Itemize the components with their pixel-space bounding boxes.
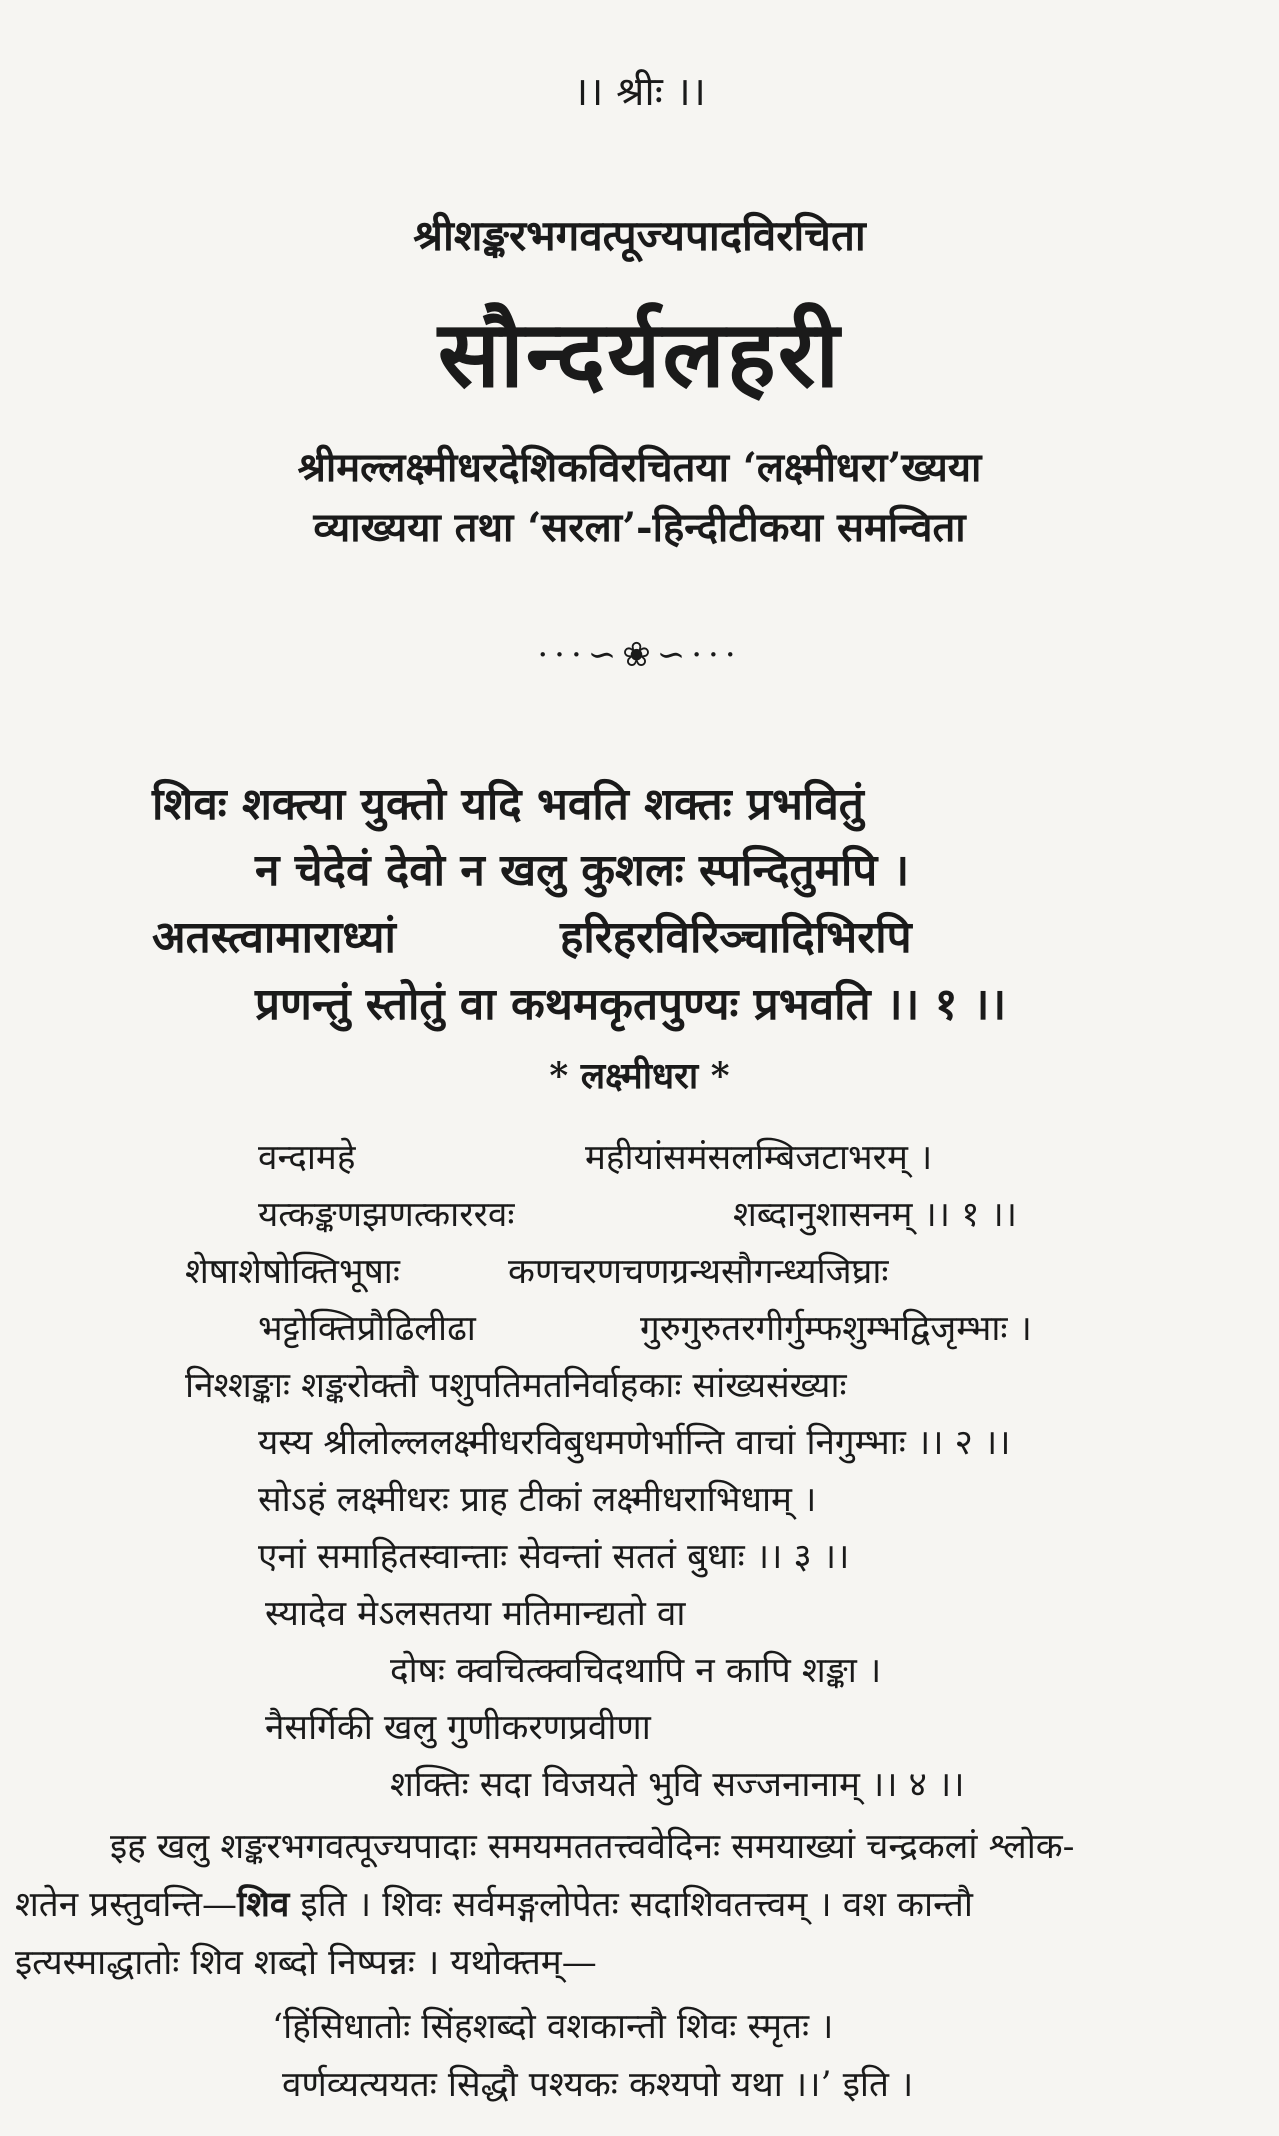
intro-verse-line: वन्दामहे — [258, 1138, 356, 1178]
quote-line-2: वर्णव्यत्ययतः सिद्धौ पश्यकः कश्यपो यथा ।।’ इति । — [282, 2065, 914, 2105]
commentary-line-1: श्रीमल्लक्ष्मीधरदेशिकविरचितया ‘लक्ष्मीधरा’ख्यया — [297, 444, 982, 491]
intro-verse-line: स्यादेव मेऽलसतया मतिमान्द्यतो वा — [265, 1594, 686, 1634]
intro-verse-line: यत्कङ्कणझणत्काररवः — [258, 1195, 515, 1235]
verse-line-3b: हरिहरविरिञ्चादिभिरपि — [560, 912, 912, 963]
prose-line-2 — [15, 1880, 973, 1927]
intro-verse-line: यस्य श्रीलोल्ललक्ष्मीधरविबुधमणेर्भान्ति वाचां निगुम्भाः ।। २ ।। — [258, 1423, 1011, 1463]
intro-verse-line: महीयांसमंसलम्बिजटाभरम् । — [585, 1138, 933, 1178]
intro-verse-line: एनां समाहितस्वान्ताः सेवन्तां सततं बुधाः ।। ३ ।। — [258, 1537, 850, 1577]
prose-line-1: इह खलु शङ्करभगवत्पूज्यपादाः समयमततत्त्ववेदिनः समयाख्यां चन्द्रकलां श्लोक- — [110, 1827, 1075, 1867]
ornament-divider-icon: ···∽❀∽··· — [537, 635, 742, 675]
commentary-line-2: व्याख्यया तथा ‘सरला’-हिन्दीटीकया समन्विता — [313, 504, 966, 551]
author-line: श्रीशङ्करभगवत्पूज्यपादविरचिता — [413, 211, 866, 260]
prose-text: शतेन प्रस्तुवन्ति— — [15, 1885, 238, 1925]
intro-verse-line: कणचरणचणग्रन्थसौगन्ध्यजिघ्राः — [508, 1252, 889, 1292]
page-title: सौन्दर्यलहरी — [437, 300, 842, 408]
verse-line-3a: अतस्त्वामाराध्यां — [152, 912, 396, 963]
prose-text: इति । शिवः सर्वमङ्गलोपेतः सदाशिवतत्त्वम् । वश कान्तौ — [289, 1885, 973, 1925]
intro-verse-line: शब्दानुशासनम् ।। १ ।। — [733, 1195, 1018, 1235]
verse-line-4: प्रणन्तुं स्तोतुं वा कथमकृतपुण्यः प्रभवति ।। १ ।। — [255, 979, 1007, 1030]
intro-verse-line: दोषः क्वचित्क्वचिदथापि न कापि शङ्का । — [390, 1651, 882, 1691]
section-heading: * लक्ष्मीधरा * — [549, 1055, 730, 1097]
intro-verse-line: निश्शङ्काः शङ्करोक्तौ पशुपतिमतनिर्वाहकाः सांख्यसंख्याः — [185, 1366, 847, 1406]
invocation: ।। श्रीः ।। — [573, 69, 706, 115]
intro-verse-line: भट्टोक्तिप्रौढिलीढा — [258, 1309, 476, 1349]
intro-verse-line: नैसर्गिकी खलु गुणीकरणप्रवीणा — [265, 1708, 651, 1748]
verse-line-2: न चेदेवं देवो न खलु कुशलः स्पन्दितुमपि । — [255, 845, 910, 896]
verse-line-1: शिवः शक्त्या युक्तो यदि भवति शक्तः प्रभवितुं — [152, 779, 864, 830]
intro-verse-line: शेषाशेषोक्तिभूषाः — [185, 1252, 400, 1292]
quote-line-1: ‘हिंसिधातोः सिंहशब्दो वशकान्तौ शिवः स्मृतः । — [272, 2007, 834, 2047]
prose-emphasis: शिव — [237, 1884, 290, 1925]
prose-line-3: इत्यस्माद्धातोः शिव शब्दो निष्पन्नः । यथोक्तम्— — [15, 1943, 597, 1983]
intro-verse-line: गुरुगुरुतरगीर्गुम्फशुम्भद्विजृम्भाः । — [640, 1309, 1032, 1349]
intro-verse-line: शक्तिः सदा विजयते भुवि सज्जनानाम् ।। ४ ।। — [390, 1765, 965, 1805]
intro-verse-line: सोऽहं लक्ष्मीधरः प्राह टीकां लक्ष्मीधराभिधाम् । — [258, 1480, 817, 1520]
